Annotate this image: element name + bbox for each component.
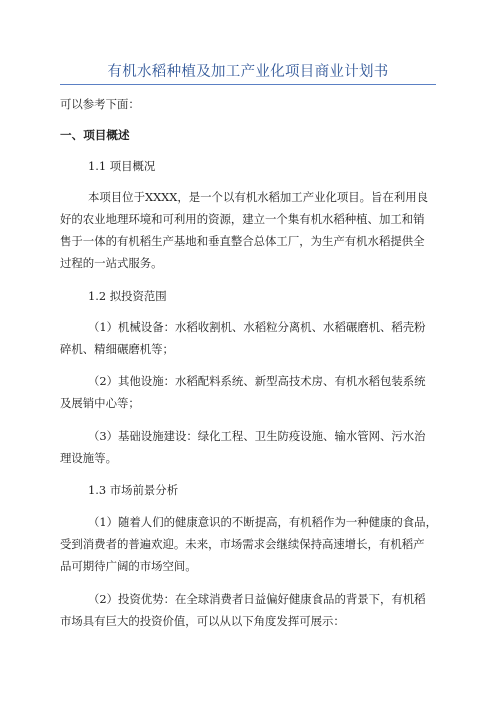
list-item-line: 品可期待广阔的市场空间。 — [60, 559, 197, 573]
paragraph-line: 过程的一站式服务。 — [60, 256, 163, 270]
section-heading-1: 一、项目概述 — [60, 128, 130, 142]
document-title: 有机水稻种植及加工产业化项目商业计划书 — [107, 64, 389, 80]
subsection-heading-1-1: 1.1 项目概况 — [88, 159, 156, 173]
subsection-heading-1-3: 1.3 市场前景分析 — [88, 483, 179, 497]
list-item-line: （1）机械设备：水稻收割机、水稻粒分离机、水稻碾磨机、稻壳粉 — [88, 320, 426, 334]
list-item-line: （3）基础设施建设：绿化工程、卫生防疫设施、输水管网、污水治 — [88, 429, 426, 443]
list-item-line: 碎机、精细碾磨机等； — [60, 342, 174, 356]
subsection-heading-1-2: 1.2 拟投资范围 — [88, 289, 167, 303]
list-item-line: 市场具有巨大的投资价值，可以从以下角度发挥可展示： — [60, 614, 345, 628]
list-item-line: （1）随着人们的健康意识的不断提高，有机稻作为一种健康的食品， — [88, 515, 437, 529]
paragraph-line: 好的农业地理环境和可利用的资源，建立一个集有机水稻种植、加工和销 — [60, 212, 425, 226]
paragraph-line: 本项目位于XXXX，是一个以有机水稻加工产业化项目。旨在利用良 — [88, 190, 428, 204]
list-item-line: （2）其他设施：水稻配料系统、新型高技术房、有机水稻包装系统 — [88, 374, 426, 388]
list-item-line: 理设施等。 — [60, 451, 117, 465]
title-underline — [60, 84, 436, 85]
paragraph-line: 售于一体的有机稻生产基地和垂直整合总体工厂，为生产有机水稻提供全 — [60, 234, 425, 248]
list-item-line: 及展销中心等； — [60, 396, 140, 410]
list-item-line: 受到消费者的普遍欢迎。未来，市场需求会继续保持高速增长，有机稻产 — [60, 537, 425, 551]
list-item-line: （2）投资优势：在全球消费者日益偏好健康食品的背景下，有机稻 — [88, 592, 426, 606]
intro-text: 可以参考下面： — [60, 97, 140, 111]
